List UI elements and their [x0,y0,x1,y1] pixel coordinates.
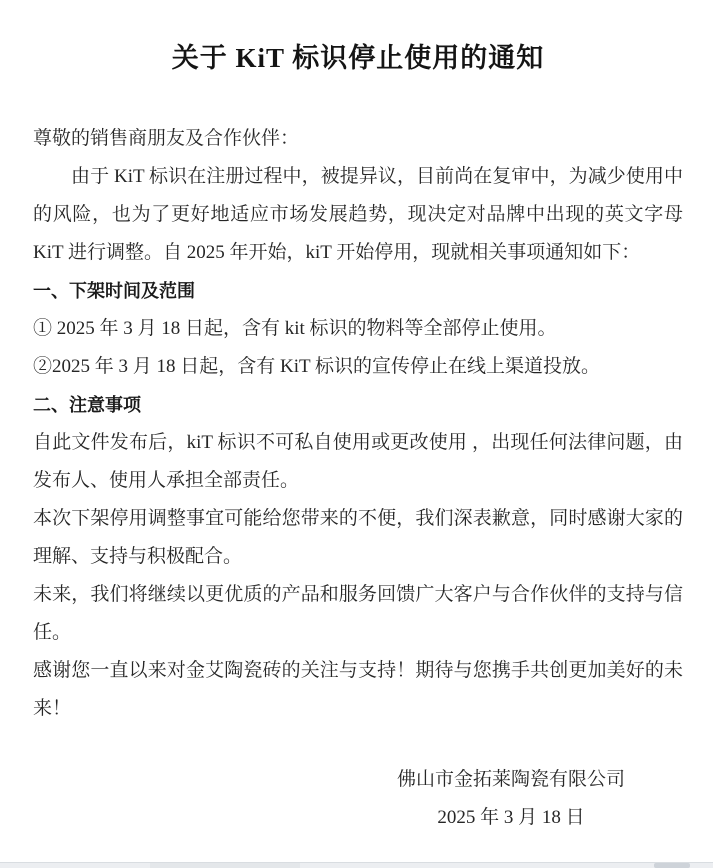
signature-block [33,761,683,837]
section1-item-1: ① 2025 年 3 月 18 日起，含有 kit 标识的物料等全部停止使用。 [33,318,557,339]
scrollbar-track-shade [150,863,300,868]
intro-paragraph: 由于 KiT 标识在注册过程中，被提异议，目前尚在复审中，为减少使用中的风险，也为了更好地适应市场发展趋势，现决定对品牌中出现的英文字母 KiT 进行调整。自 2025 年开始，kiT 开始停用，现就相关事项通知如下： [33,166,683,263]
section2-heading: 二、注意事项 [33,395,141,415]
section2-paragraph-1: 自此文件发布后，kiT 标识不可私自使用或更改使用 ，出现任何法律问题，由发布人、使用人承担全部责任。 [33,432,683,491]
horizontal-scrollbar[interactable] [0,862,713,868]
section1-heading: 一、下架时间及范围 [33,281,195,301]
signature-date: 2025 年 3 月 18 日 [437,807,585,828]
salutation: 尊敬的销售商朋友及合作伙伴： [33,128,300,149]
signature-company: 佛山市金拓莱陶瓷有限公司 [396,769,625,790]
section1-item-2: ②2025 年 3 月 18 日起，含有 KiT 标识的宣传停止在线上渠道投放。 [33,356,601,377]
scrollbar-thumb[interactable] [654,863,690,868]
signature-inner [397,761,625,837]
notice-document [0,38,713,837]
document-title: 关于 KiT 标识停止使用的通知 [171,43,545,73]
section2-paragraph-3: 未来，我们将继续以更优质的产品和服务回馈广大客户与合作伙伴的支持与信任。 [33,584,683,643]
section2-paragraph-2: 本次下架停用调整事宜可能给您带来的不便，我们深表歉意，同时感谢大家的理解、支持与积极配合。 [33,508,683,567]
section2-paragraph-4: 感谢您一直以来对金艾陶瓷砖的关注与支持！期待与您携手共创更加美好的未来！ [33,660,683,719]
